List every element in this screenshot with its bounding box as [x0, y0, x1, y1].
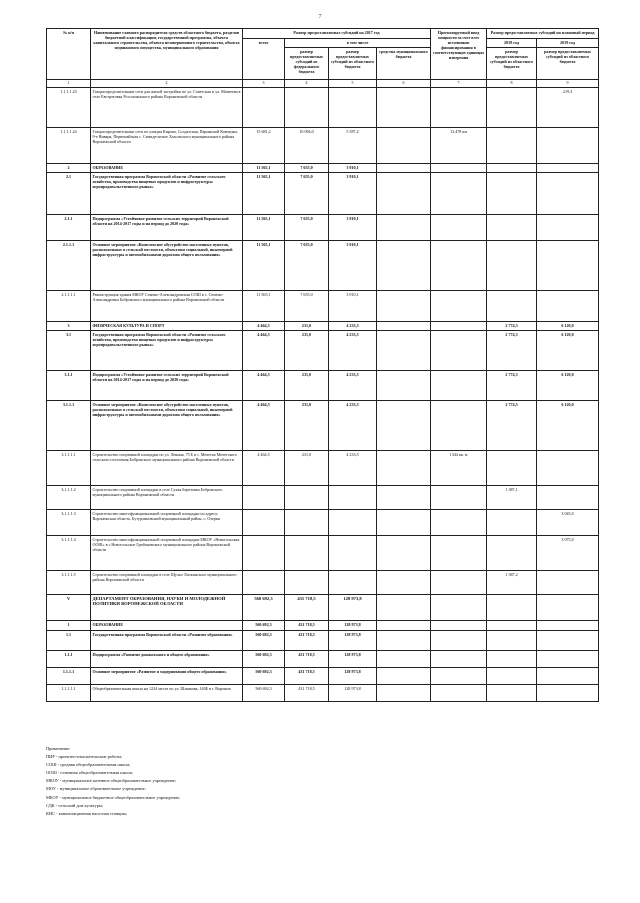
total-cell: 11 565,1 — [243, 214, 285, 240]
note-item: СОШ - средняя общеобразовательная школа; — [46, 762, 131, 768]
total-cell: 11 565,1 — [243, 240, 285, 290]
capacity-cell — [431, 290, 487, 321]
regional-cell — [329, 485, 377, 509]
row-name: Подпрограмма «Устойчивое развитие сельских территорий Воронежской области на 2014-2017 годы и на период до 2020 года» — [91, 370, 243, 400]
municipal-cell — [377, 240, 431, 290]
table-row — [47, 240, 599, 290]
year-2018-cell: 2 774,3 — [487, 370, 537, 400]
federal-cell: 7 655,0 — [285, 163, 329, 172]
row-name: Газораспределительные сети по улицам Кирова, Солдатская, Парижской Коммуны, 9-е Января, Первомайская с. Семидесятное Хохольского муниципального района Воронежской области — [91, 127, 243, 163]
note-item: МБОУ - муниципальное бюджетное общеобразовательное учреждение; — [46, 794, 181, 800]
federal-cell: 7 655,0 — [285, 290, 329, 321]
year-2019-cell — [537, 570, 599, 594]
table-row — [47, 450, 599, 485]
table-row — [47, 667, 599, 684]
federal-cell: 231,0 — [285, 321, 329, 330]
row-number: 2 — [47, 163, 91, 172]
total-cell: 560 692,3 — [243, 630, 285, 650]
total-cell — [243, 570, 285, 594]
capacity-cell — [431, 321, 487, 330]
total-cell: 4 464,5 — [243, 450, 285, 485]
year-2018-cell: 2 774,3 — [487, 321, 537, 330]
year-2018-cell — [487, 620, 537, 630]
municipal-cell — [377, 450, 431, 485]
year-2019-cell — [537, 240, 599, 290]
column-number: 9 — [537, 80, 599, 88]
header-plan: Размер предоставляемых субсидий на плановый период — [487, 29, 599, 39]
municipal-cell — [377, 570, 431, 594]
column-number: 4 — [285, 80, 329, 88]
header-2019: 2019 год — [537, 39, 599, 48]
municipal-cell — [377, 321, 431, 330]
column-number: 6 — [377, 80, 431, 88]
municipal-cell — [377, 370, 431, 400]
regional-cell — [329, 570, 377, 594]
year-2018-cell: 1 387,2 — [487, 570, 537, 594]
year-2018-cell: 2 774,3 — [487, 330, 537, 370]
municipal-cell — [377, 509, 431, 535]
capacity-cell — [431, 594, 487, 620]
regional-cell: 128 973,8 — [329, 630, 377, 650]
federal-cell — [285, 509, 329, 535]
row-name: Строительство многофункциональной спортивной площадки по адресу: Воронежская область, Бутурлиновский муниципальный район, с. Озерки — [91, 509, 243, 535]
row-name: Строительство спортивной площадки в селе Сухая Березовка Бобровского муниципального района Воронежской области — [91, 485, 243, 509]
table-row — [47, 370, 599, 400]
year-2018-cell — [487, 290, 537, 321]
table-row — [47, 172, 599, 214]
row-name: Строительство спортивной площадки по ул. Ленина, 75 Б в с. Мечетка Мечетского сельского поселения Бобровского муниципального района Воронежской области — [91, 450, 243, 485]
capacity-cell — [431, 620, 487, 630]
municipal-cell — [377, 330, 431, 370]
capacity-cell: 13,478 км — [431, 127, 487, 163]
capacity-cell — [431, 163, 487, 172]
column-number: 7 — [431, 80, 487, 88]
row-number: 3.1.1.1.5 — [47, 570, 91, 594]
row-number: 1.1 — [47, 630, 91, 650]
row-name: ФИЗИЧЕСКАЯ КУЛЬТУРА И СПОРТ — [91, 321, 243, 330]
table-row — [47, 87, 599, 127]
regional-cell: 128 973,8 — [329, 620, 377, 630]
note-item: СДК - сельский дом культуры; — [46, 802, 104, 808]
year-2018-cell — [487, 450, 537, 485]
header-regional-2018: размер предоставляемых субсидий из областного бюджета — [487, 48, 537, 80]
year-2018-cell — [487, 87, 537, 127]
federal-cell: 231,0 — [285, 330, 329, 370]
regional-cell: 128 973,8 — [329, 684, 377, 701]
capacity-cell — [431, 630, 487, 650]
table-row — [47, 214, 599, 240]
capacity-cell — [431, 214, 487, 240]
municipal-cell — [377, 650, 431, 667]
year-2018-cell — [487, 594, 537, 620]
municipal-cell — [377, 620, 431, 630]
row-number: 3.1.1.1.4 — [47, 535, 91, 570]
year-2018-cell — [487, 163, 537, 172]
federal-cell: 231,0 — [285, 450, 329, 485]
row-number: 3.1.1.1.1 — [47, 450, 91, 485]
table-row — [47, 509, 599, 535]
year-2019-cell: 6 120,0 — [537, 400, 599, 450]
header-regional-2019: размер предоставляемых субсидий из областного бюджета — [537, 48, 599, 80]
year-2018-cell — [487, 214, 537, 240]
total-cell: 4 464,5 — [243, 321, 285, 330]
row-name: Общеобразовательная школа на 1224 места по ул. Шишкова, 140Б в г. Воронеж — [91, 684, 243, 701]
note-item: МКОУ - муниципальное казенное общеобразовательное учреждение; — [46, 778, 177, 784]
year-2019-cell — [537, 594, 599, 620]
federal-cell — [285, 485, 329, 509]
regional-cell: 3 910,1 — [329, 163, 377, 172]
regional-cell: 128 973,8 — [329, 594, 377, 620]
capacity-cell — [431, 87, 487, 127]
year-2019-cell: 3 075,0 — [537, 535, 599, 570]
total-cell — [243, 87, 285, 127]
regional-cell: 4 233,5 — [329, 400, 377, 450]
year-2018-cell — [487, 684, 537, 701]
federal-cell: 231,0 — [285, 400, 329, 450]
federal-cell: 431 718,5 — [285, 594, 329, 620]
municipal-cell — [377, 667, 431, 684]
municipal-cell — [377, 163, 431, 172]
capacity-cell — [431, 667, 487, 684]
row-number: 3 — [47, 321, 91, 330]
federal-cell: 431 718,5 — [285, 650, 329, 667]
row-name: ОБРАЗОВАНИЕ — [91, 163, 243, 172]
regional-cell: 4 233,5 — [329, 330, 377, 370]
row-number: 2.1.1.1 — [47, 240, 91, 290]
header-2018: 2018 год — [487, 39, 537, 48]
header-municipal: средства муниципального бюджета — [377, 48, 431, 80]
notes-title: Примечание: — [46, 746, 71, 751]
municipal-cell — [377, 87, 431, 127]
row-number: 1 — [47, 620, 91, 630]
capacity-cell — [431, 535, 487, 570]
federal-cell — [285, 87, 329, 127]
row-number: 1.1.1.1.24 — [47, 127, 91, 163]
regional-cell: 4 233,5 — [329, 370, 377, 400]
regional-cell: 5 587,2 — [329, 127, 377, 163]
year-2019-cell — [537, 620, 599, 630]
total-cell: 4 464,5 — [243, 400, 285, 450]
year-2018-cell — [487, 240, 537, 290]
regional-cell — [329, 87, 377, 127]
table-row — [47, 321, 599, 330]
column-number: 3 — [243, 80, 285, 88]
row-number: 1.1.1.1 — [47, 667, 91, 684]
capacity-cell — [431, 172, 487, 214]
row-name: Основное мероприятие «Развитие и модернизация общего образования» — [91, 667, 243, 684]
municipal-cell — [377, 535, 431, 570]
year-2018-cell — [487, 535, 537, 570]
regional-cell: 4 233,5 — [329, 321, 377, 330]
federal-cell: 431 718,5 — [285, 630, 329, 650]
regional-cell: 3 910,1 — [329, 240, 377, 290]
total-cell — [243, 535, 285, 570]
capacity-cell: 1344 кв. м — [431, 450, 487, 485]
regional-cell: 3 910,1 — [329, 172, 377, 214]
row-name: Государственная программа Воронежской области «Развитие сельского хозяйства, производства пищевых продуктов и инфраструктуры агропродовольственного рынка» — [91, 330, 243, 370]
total-cell: 11 565,1 — [243, 163, 285, 172]
column-number: 5 — [329, 80, 377, 88]
total-cell: 11 565,1 — [243, 172, 285, 214]
table-row — [47, 290, 599, 321]
year-2019-cell — [537, 290, 599, 321]
row-name: Основное мероприятие «Комплексное обустройство населенных пунктов, расположенных в сельской местности, объектами социальной, инженерной инфраструктуры и автомобильными дорогами общего пользования» — [91, 400, 243, 450]
regional-cell: 4 233,5 — [329, 450, 377, 485]
row-name: Государственная программа Воронежской области «Развитие образования» — [91, 630, 243, 650]
row-number: 2.1.1 — [47, 214, 91, 240]
column-number: 2 — [91, 80, 243, 88]
municipal-cell — [377, 290, 431, 321]
year-2019-cell: 3 045,0 — [537, 509, 599, 535]
federal-cell: 10 094,0 — [285, 127, 329, 163]
year-2019-cell — [537, 172, 599, 214]
capacity-cell — [431, 330, 487, 370]
header-capacity: Прогнозируемый ввод мощности за счет всех источников финансирования в соответствующих единицах измерения — [431, 29, 487, 80]
municipal-cell — [377, 214, 431, 240]
row-name: Строительство спортивной площадки в селе Щучье Лискинского муниципального района Воронежской области — [91, 570, 243, 594]
regional-cell: 128 973,8 — [329, 667, 377, 684]
total-cell: 4 464,5 — [243, 370, 285, 400]
table-row — [47, 630, 599, 650]
subsidy-table — [46, 28, 599, 702]
row-name: ДЕПАРТАМЕНТ ОБРАЗОВАНИЯ, НАУКИ И МОЛОДЕЖНОЙ ПОЛИТИКИ ВОРОНЕЖСКОЙ ОБЛАСТИ — [91, 594, 243, 620]
municipal-cell — [377, 485, 431, 509]
row-name: Подпрограмма «Устойчивое развитие сельских территорий Воронежской области на 2014-2017 годы и на период до 2020 года» — [91, 214, 243, 240]
year-2018-cell: 1 387,1 — [487, 485, 537, 509]
row-number: 2.1.1.1.1 — [47, 290, 91, 321]
year-2018-cell — [487, 667, 537, 684]
year-2019-cell — [537, 485, 599, 509]
year-2019-cell — [537, 163, 599, 172]
row-number: V — [47, 594, 91, 620]
row-name: Основное мероприятие «Комплексное обустройство населенных пунктов, расположенных в сельской местности, объектами социальной, инженерной инфраструктуры и автомобильными дорогами общего пользования» — [91, 240, 243, 290]
row-number: 2.1 — [47, 172, 91, 214]
note-item: КНС - канализационная насосная станция» — [46, 810, 127, 816]
year-2019-cell: 6 120,0 — [537, 370, 599, 400]
table-row — [47, 330, 599, 370]
year-2018-cell — [487, 650, 537, 667]
capacity-cell — [431, 570, 487, 594]
table-row — [47, 163, 599, 172]
row-number: 3.1 — [47, 330, 91, 370]
year-2018-cell — [487, 509, 537, 535]
year-2018-cell — [487, 630, 537, 650]
federal-cell: 431 718,5 — [285, 667, 329, 684]
note-item: МОУ - муниципальное образовательное учреждение; — [46, 786, 146, 792]
table-row — [47, 594, 599, 620]
federal-cell: 431 718,5 — [285, 684, 329, 701]
row-name: Реконструкция здания МКОУ Семено-Александровская СОШ в с. Семено-Александровка Бобровского муниципального района Воронежской области — [91, 290, 243, 321]
capacity-cell — [431, 650, 487, 667]
column-number: 8 — [487, 80, 537, 88]
regional-cell: 3 910,1 — [329, 214, 377, 240]
total-cell: 560 692,3 — [243, 684, 285, 701]
year-2019-cell — [537, 630, 599, 650]
regional-cell: 128 973,8 — [329, 650, 377, 667]
capacity-cell — [431, 370, 487, 400]
total-cell: 4 464,5 — [243, 330, 285, 370]
row-number: 3.1.1.1 — [47, 400, 91, 450]
regional-cell — [329, 509, 377, 535]
total-cell: 560 692,3 — [243, 594, 285, 620]
table-row — [47, 127, 599, 163]
row-number: 1.1.1.1.23 — [47, 87, 91, 127]
total-cell: 11 565,1 — [243, 290, 285, 321]
total-cell — [243, 509, 285, 535]
regional-cell: 3 910,1 — [329, 290, 377, 321]
header-total: всего — [243, 39, 285, 80]
total-cell: 15 681,2 — [243, 127, 285, 163]
total-cell: 560 692,3 — [243, 620, 285, 630]
header-number: № п/п — [47, 29, 91, 80]
capacity-cell — [431, 509, 487, 535]
capacity-cell — [431, 485, 487, 509]
table-row — [47, 650, 599, 667]
header-regional: размер предоставляемых субсидий из областного бюджета — [329, 48, 377, 80]
year-2019-cell: 6 120,0 — [537, 321, 599, 330]
year-2019-cell — [537, 127, 599, 163]
capacity-cell — [431, 240, 487, 290]
federal-cell: 431 718,5 — [285, 620, 329, 630]
year-2019-cell — [537, 214, 599, 240]
table-row — [47, 570, 599, 594]
year-2019-cell — [537, 667, 599, 684]
column-number: 1 — [47, 80, 91, 88]
table-row — [47, 535, 599, 570]
table-row — [47, 684, 599, 701]
row-number: 3.1.1 — [47, 370, 91, 400]
row-number: 1.1.1 — [47, 650, 91, 667]
page-number: 7 — [318, 14, 322, 20]
year-2018-cell — [487, 127, 537, 163]
federal-cell — [285, 570, 329, 594]
table-row — [47, 620, 599, 630]
year-2019-cell — [537, 650, 599, 667]
federal-cell — [285, 535, 329, 570]
year-2019-cell: 6 120,0 — [537, 330, 599, 370]
row-name: Газораспределительные сети для жилой застройки по ул. Советская и ул. Матвеева в селе Евстратовка Россошанского района Воронежской области — [91, 87, 243, 127]
year-2019-cell — [537, 684, 599, 701]
capacity-cell — [431, 400, 487, 450]
table-row — [47, 400, 599, 450]
header-federal: размер предоставляемых субсидий из федерального бюджета — [285, 48, 329, 80]
federal-cell: 7 655,0 — [285, 214, 329, 240]
municipal-cell — [377, 594, 431, 620]
header-name: Наименование главного распорядителя средств областного бюджета, разделов бюджетной классификации, государственной программы, объекта капитального строительства, объекта незавершенного строительства, объекта недвижимого имущества, муниципального образования — [91, 29, 243, 80]
year-2019-cell — [537, 450, 599, 485]
regional-cell — [329, 535, 377, 570]
total-cell: 560 692,3 — [243, 667, 285, 684]
year-2019-cell: 219,3 — [537, 87, 599, 127]
row-name: ОБРАЗОВАНИЕ — [91, 620, 243, 630]
municipal-cell — [377, 127, 431, 163]
row-number: 3.1.1.1.3 — [47, 509, 91, 535]
note-item: ООШ - основная общеобразовательная школа; — [46, 770, 134, 776]
year-2018-cell — [487, 172, 537, 214]
total-cell — [243, 485, 285, 509]
header-including: в том числе — [285, 39, 431, 48]
municipal-cell — [377, 400, 431, 450]
row-number: 1.1.1.1.1 — [47, 684, 91, 701]
capacity-cell — [431, 684, 487, 701]
federal-cell: 7 655,0 — [285, 240, 329, 290]
table-row — [47, 485, 599, 509]
row-name: Государственная программа Воронежской области «Развитие сельского хозяйства, производства пищевых продуктов и инфраструктуры агропродовольственного рынка» — [91, 172, 243, 214]
header-2017: Размер предоставляемых субсидий на 2017 год — [243, 29, 431, 39]
row-name: Строительство многофункциональной спортивной площадки МКОУ «Новогольская ООШ» в с Новогольское Грибановского муниципального района Воронежской области — [91, 535, 243, 570]
federal-cell: 7 655,0 — [285, 172, 329, 214]
note-item: ПИР - проектно-изыскательские работы; — [46, 754, 123, 760]
municipal-cell — [377, 684, 431, 701]
year-2018-cell: 2 774,5 — [487, 400, 537, 450]
total-cell: 560 692,3 — [243, 650, 285, 667]
federal-cell: 231,0 — [285, 370, 329, 400]
column-number-row — [47, 80, 599, 88]
municipal-cell — [377, 630, 431, 650]
row-number: 3.1.1.1.2 — [47, 485, 91, 509]
notes — [46, 745, 446, 818]
municipal-cell — [377, 172, 431, 214]
row-name: Подпрограмма «Развитие дошкольного и общего образования» — [91, 650, 243, 667]
